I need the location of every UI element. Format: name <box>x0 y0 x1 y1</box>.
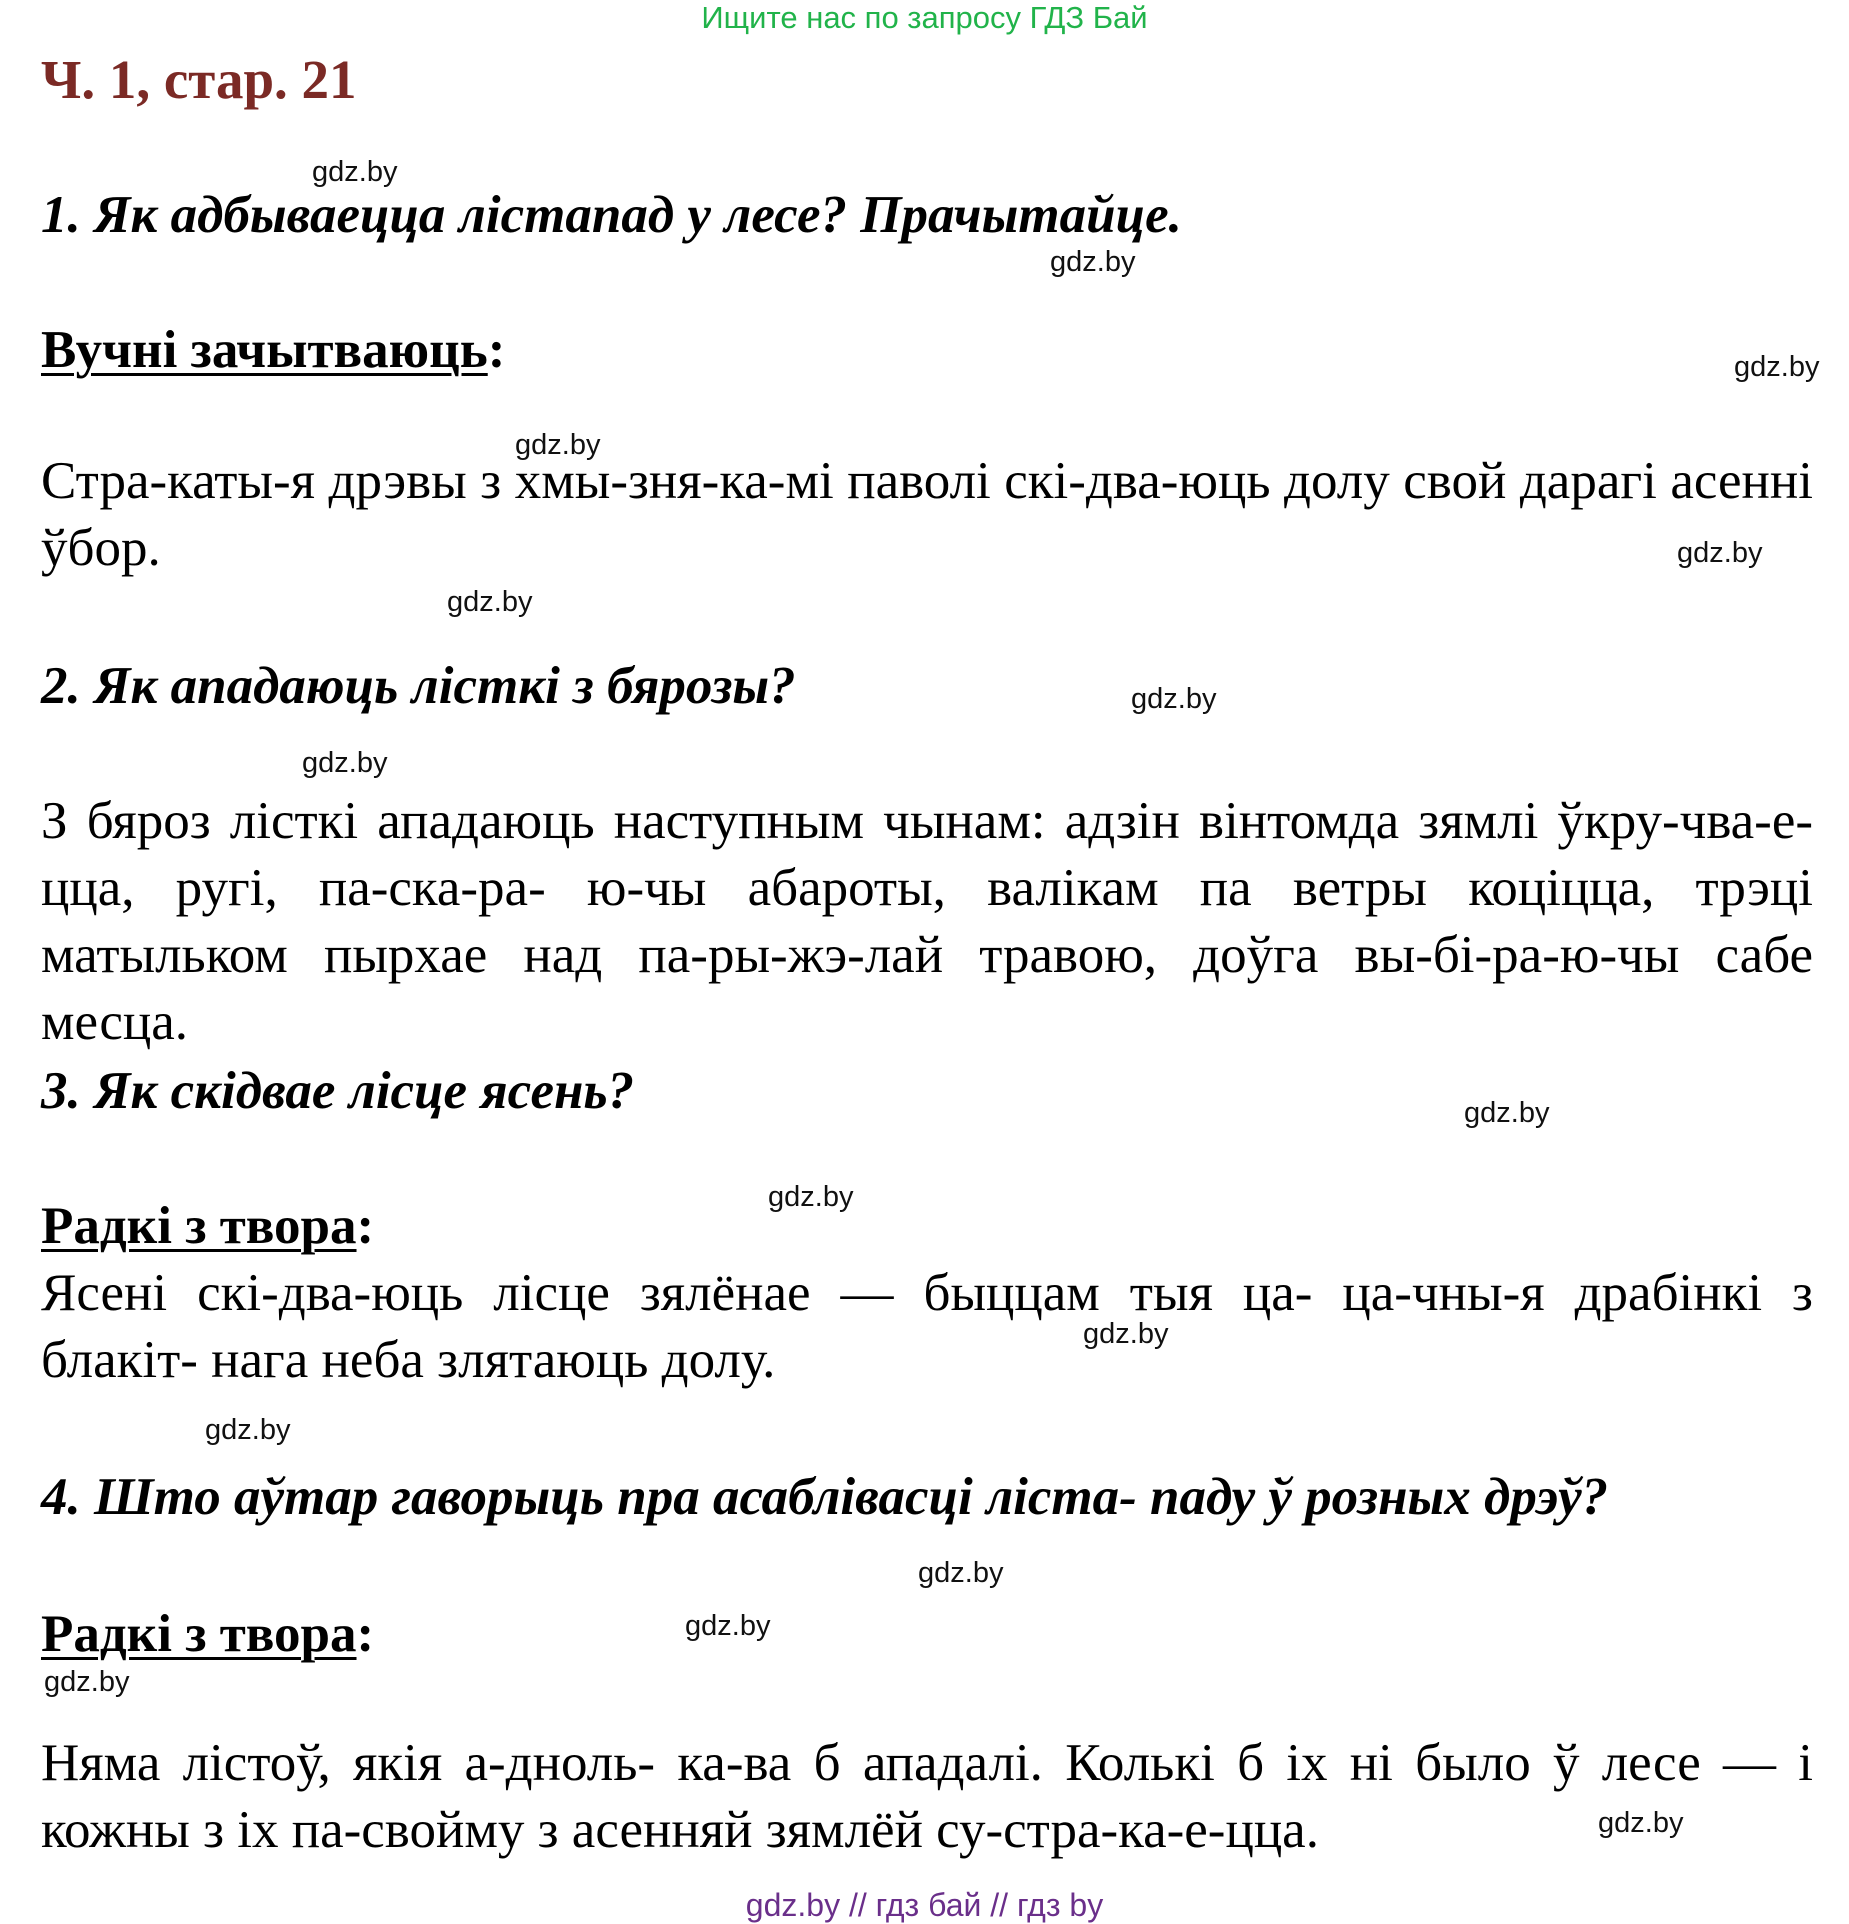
watermark: gdz.by <box>447 586 533 618</box>
watermark: gdz.by <box>1598 1807 1684 1839</box>
watermark: gdz.by <box>1131 683 1217 715</box>
watermark: gdz.by <box>1050 246 1136 278</box>
watermark: gdz.by <box>302 747 388 779</box>
label-colon: : <box>356 1605 375 1663</box>
page-heading: Ч. 1, стар. 21 <box>41 49 357 110</box>
watermark: gdz.by <box>515 429 601 461</box>
footer-links: gdz.by // гдз бай // гдз by <box>745 1887 1104 1923</box>
answer-2: З бяроз лісткі ападаюць наступным чынам: адзін вінтомда зямлі ўкру-чва-е-цца, ругі, па-ска-ра- ю-чы абароты, валікам па ветры коціцца, трэці матыльком пырхае над па-ры-жэ-лай травою, доўга вы-бі-ра-ю-чы сабе месца. <box>41 792 1813 1051</box>
question-1: 1. Як адбываецца лістапад у лесе? Прачытайце. <box>41 186 1182 244</box>
label-quote-1 <box>41 1194 374 1258</box>
question-3: 3. Як скідвае лісце ясень? <box>41 1062 635 1120</box>
label-text: Радкі з твора <box>41 1197 357 1255</box>
question-4: 4. Што аўтар гаворыць пра асаблівасці ліста- паду ў розных дрэў? <box>41 1468 1609 1526</box>
label-text: Радкі з твора <box>41 1605 357 1663</box>
watermark: gdz.by <box>44 1666 130 1698</box>
label-colon: : <box>487 321 506 379</box>
watermark: gdz.by <box>768 1181 854 1213</box>
watermark: gdz.by <box>1464 1097 1550 1129</box>
label-quote-2 <box>41 1602 374 1666</box>
answer-4: Няма лістоў, якія а-дноль- ка-ва б ападалі. Колькі б іх ні было ў лесе — і кожны з іх па-свойму з асенняй зямлёй су-стра-ка-е-цца. <box>41 1734 1813 1859</box>
answer-3: Ясені скі-два-юць лісце зялёнае — быццам тыя ца- ца-чны-я драбінкі з блакіт- нага неба злятаюць долу. <box>41 1264 1813 1389</box>
watermark: gdz.by <box>1734 351 1820 383</box>
search-banner: Ищите нас по запросу ГДЗ Бай <box>701 0 1148 35</box>
watermark: gdz.by <box>1083 1318 1169 1350</box>
watermark: gdz.by <box>918 1557 1004 1589</box>
answer-1: Стра-каты-я дрэвы з хмы-зня-ка-мі паволі скі-два-юць долу свой дарагі асенні ўбор. <box>41 452 1813 577</box>
watermark: gdz.by <box>685 1610 771 1642</box>
watermark: gdz.by <box>205 1414 291 1446</box>
label-text: Вучні зачытваюць <box>41 321 488 379</box>
label-colon: : <box>356 1197 375 1255</box>
watermark: gdz.by <box>312 156 398 188</box>
question-2: 2. Як ападаюць лісткі з бярозы? <box>41 657 796 715</box>
label-students-read <box>41 318 505 382</box>
watermark: gdz.by <box>1677 537 1763 569</box>
